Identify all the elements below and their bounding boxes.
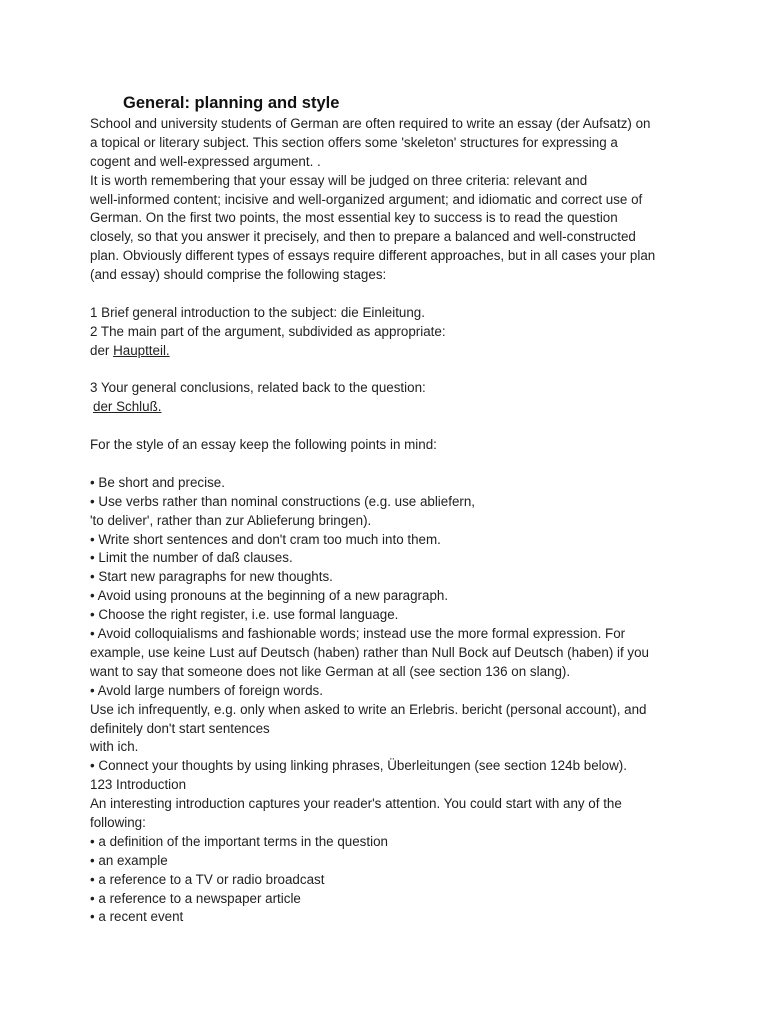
style-point: • Avoid using pronouns at the beginning of a new paragraph. <box>90 588 449 604</box>
intro-line: closely, so that you answer it precisely, and then to prepare a balanced and well-constructed <box>90 229 636 245</box>
intro-line: a topical or literary subject. This section offers some 'skeleton' structures for expressing a <box>90 134 618 150</box>
stage-3-line: 3 Your general conclusions, related back to the question: <box>90 380 426 396</box>
intro-text: An interesting introduction captures your reader's attention. You could start with any of the <box>90 796 622 812</box>
schluss-term: der Schluß. <box>93 399 162 415</box>
section-heading: 123 Introduction <box>90 777 187 793</box>
intro-line: cogent and well-expressed argument. . <box>90 153 321 169</box>
style-point: • Avoid colloquialisms and fashionable words; instead use the more formal expression. For <box>90 626 626 642</box>
intro-line: well-informed content; incisive and well-organized argument; and idiomatic and correct use of <box>90 191 643 207</box>
intro-option: • a definition of the important terms in the question <box>90 833 388 849</box>
stage-3-term-line <box>90 398 690 417</box>
intro-option: • a reference to a newspaper article <box>90 890 301 906</box>
style-point: • Start new paragraphs for new thoughts. <box>90 569 333 585</box>
hauptteil-term: Hauptteil. <box>113 342 170 358</box>
intro-line: (and essay) should comprise the following stages: <box>90 267 387 283</box>
style-point: • Limit the number of daß clauses. <box>90 550 293 566</box>
intro-option: • an example <box>90 852 168 868</box>
page-title: General: planning and style <box>123 94 340 112</box>
intro-option: • a reference to a TV or radio broadcast <box>90 871 325 887</box>
style-point: • Connect your thoughts by using linking phrases, Überleitungen (see section 124b below). <box>90 758 627 774</box>
style-point: • Be short and precise. <box>90 474 225 490</box>
style-point: example, use keine Lust auf Deutsch (haben) rather than Null Bock auf Deutsch (haben) if you <box>90 644 650 660</box>
intro-line: German. On the first two points, the most essential key to success is to read the question <box>90 210 618 226</box>
style-point: • Write short sentences and don't cram too much into them. <box>90 531 441 547</box>
intro-text: following: <box>90 814 146 830</box>
document-body <box>90 115 690 927</box>
style-point: with ich. <box>90 739 139 755</box>
stage-2-line: 2 The main part of the argument, subdivided as appropriate: <box>90 323 446 339</box>
style-point: want to say that someone does not like German at all (see section 136 on slang). <box>90 663 571 679</box>
style-point: Use ich infrequently, e.g. only when asked to write an Erlebris. bericht (personal account), and <box>90 701 647 717</box>
paragraph-gap <box>90 285 690 304</box>
style-point: • Choose the right register, i.e. use formal language. <box>90 607 399 623</box>
paragraph-gap <box>90 455 690 474</box>
paragraph-gap <box>90 417 690 436</box>
intro-line: School and university students of German are often required to write an essay (der Aufsatz) on <box>90 116 651 131</box>
paragraph-gap <box>90 361 690 380</box>
stage-2-prefix: der <box>90 342 114 358</box>
stage-1-line: 1 Brief general introduction to the subject: die Einleitung. <box>90 304 425 320</box>
intro-line: It is worth remembering that your essay will be judged on three criteria: relevant and <box>90 172 588 188</box>
intro-line: plan. Obviously different types of essays require different approaches, but in all cases your plan <box>90 248 656 264</box>
stage-2-term-line <box>90 342 690 361</box>
style-point: • Avold large numbers of foreign words. <box>90 682 323 698</box>
style-point: 'to deliver', rather than zur Ablieferung bringen). <box>90 512 372 528</box>
style-point: definitely don't start sentences <box>90 720 270 736</box>
style-point: • Use verbs rather than nominal constructions (e.g. use abliefern, <box>90 493 476 509</box>
style-heading: For the style of an essay keep the following points in mind: <box>90 437 437 453</box>
intro-option: • a recent event <box>90 909 184 925</box>
